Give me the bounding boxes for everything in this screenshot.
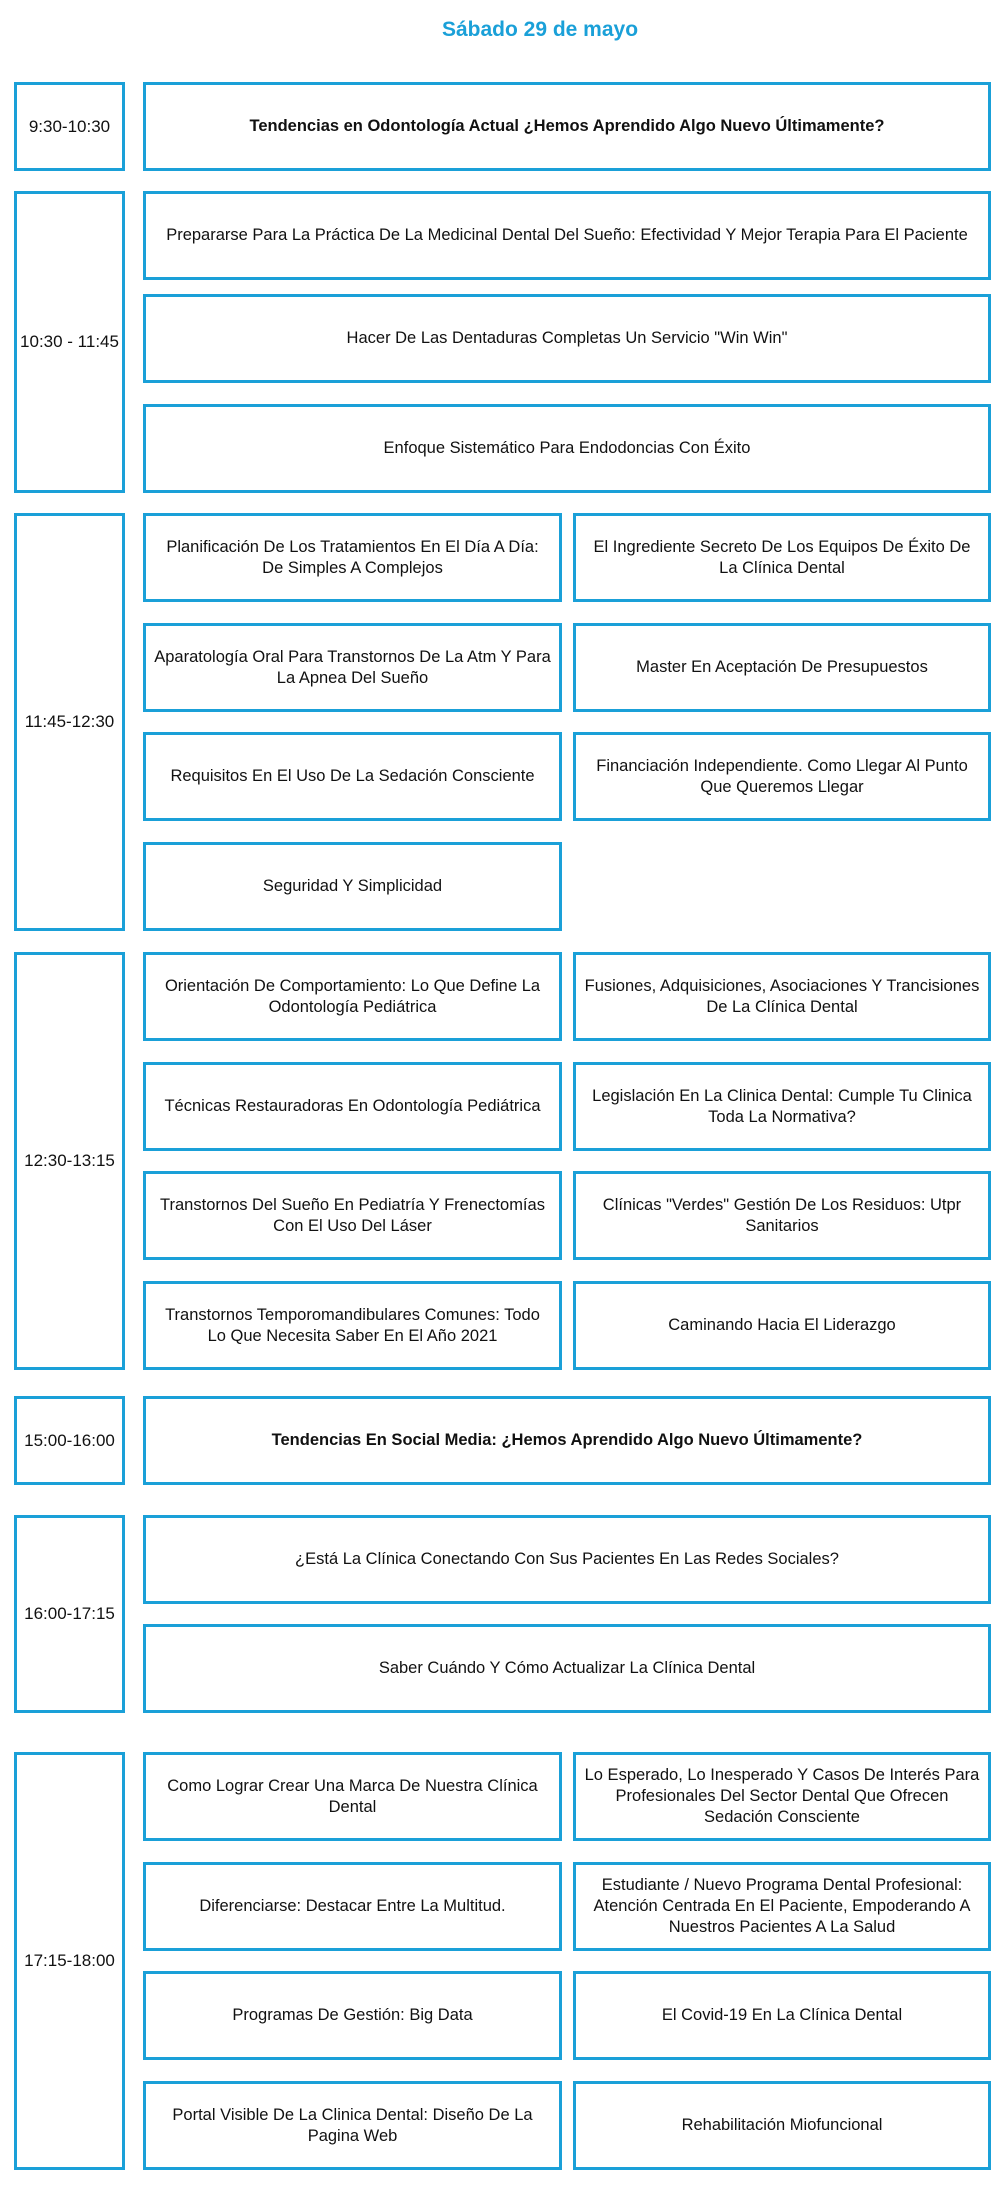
- slot-time: 12:30-13:15: [14, 952, 125, 1370]
- session-card[interactable]: Transtornos Temporomandibulares Comunes: Todo Lo Que Necesita Saber En El Año 2021: [143, 1281, 562, 1370]
- session-card[interactable]: Fusiones, Adquisiciones, Asociaciones Y Trancisiones De La Clínica Dental: [573, 952, 991, 1041]
- session-card[interactable]: Programas De Gestión: Big Data: [143, 1971, 562, 2060]
- session-card[interactable]: Clínicas "Verdes" Gestión De Los Residuos: Utpr Sanitarios: [573, 1171, 991, 1260]
- schedule-slot: [14, 1752, 990, 2170]
- schedule-slot: [14, 191, 990, 493]
- session-card[interactable]: El Ingrediente Secreto De Los Equipos De Éxito De La Clínica Dental: [573, 513, 991, 602]
- session-card[interactable]: Orientación De Comportamiento: Lo Que Define La Odontología Pediátrica: [143, 952, 562, 1041]
- schedule-slot: [14, 82, 990, 171]
- slot-time: 11:45-12:30: [14, 513, 125, 931]
- session-card[interactable]: Master En Aceptación De Presupuestos: [573, 623, 991, 712]
- session-card[interactable]: Legislación En La Clinica Dental: Cumple Tu Clinica Toda La Normativa?: [573, 1062, 991, 1151]
- session-card[interactable]: Aparatología Oral Para Transtornos De La Atm Y Para La Apnea Del Sueño: [143, 623, 562, 712]
- session-card[interactable]: Diferenciarse: Destacar Entre La Multitud.: [143, 1862, 562, 1951]
- slot-time: 16:00-17:15: [14, 1515, 125, 1713]
- session-card[interactable]: Prepararse Para La Práctica De La Medicinal Dental Del Sueño: Efectividad Y Mejor Terapia Para El Paciente: [143, 191, 991, 280]
- session-card[interactable]: Técnicas Restauradoras En Odontología Pediátrica: [143, 1062, 562, 1151]
- slot-time: 9:30-10:30: [14, 82, 125, 171]
- session-card[interactable]: Rehabilitación Miofuncional: [573, 2081, 991, 2170]
- session-card[interactable]: ¿Está La Clínica Conectando Con Sus Pacientes En Las Redes Sociales?: [143, 1515, 991, 1604]
- session-card[interactable]: Saber Cuándo Y Cómo Actualizar La Clínica Dental: [143, 1624, 991, 1713]
- session-card[interactable]: Estudiante / Nuevo Programa Dental Profesional: Atención Centrada En El Paciente, Empoderando A Nuestros Pacientes A La Salud: [573, 1862, 991, 1951]
- session-card[interactable]: Enfoque Sistemático Para Endodoncias Con Éxito: [143, 404, 991, 493]
- session-card[interactable]: Transtornos Del Sueño En Pediatría Y Frenectomías Con El Uso Del Láser: [143, 1171, 562, 1260]
- session-card[interactable]: Caminando Hacia El Liderazgo: [573, 1281, 991, 1370]
- schedule-slot: [14, 952, 990, 1370]
- session-card[interactable]: Hacer De Las Dentaduras Completas Un Servicio "Win Win": [143, 294, 991, 383]
- slot-time: 17:15-18:00: [14, 1752, 125, 2170]
- session-card[interactable]: Requisitos En El Uso De La Sedación Consciente: [143, 732, 562, 821]
- slot-time: 10:30 - 11:45: [14, 191, 125, 493]
- schedule-slot: [14, 513, 990, 931]
- session-card[interactable]: Portal Visible De La Clinica Dental: Diseño De La Pagina Web: [143, 2081, 562, 2170]
- session-card[interactable]: Tendencias En Social Media: ¿Hemos Aprendido Algo Nuevo Últimamente?: [143, 1396, 991, 1485]
- session-card[interactable]: Lo Esperado, Lo Inesperado Y Casos De Interés Para Profesionales Del Sector Dental Que Ofrecen Sedación Consciente: [573, 1752, 991, 1841]
- session-card[interactable]: Seguridad Y Simplicidad: [143, 842, 562, 931]
- session-card[interactable]: El Covid-19 En La Clínica Dental: [573, 1971, 991, 2060]
- schedule-slot: [14, 1396, 990, 1485]
- slot-time: 15:00-16:00: [14, 1396, 125, 1485]
- session-card[interactable]: Tendencias en Odontología Actual ¿Hemos Aprendido Algo Nuevo Últimamente?: [143, 82, 991, 171]
- session-card[interactable]: Planificación De Los Tratamientos En El Día A Día: De Simples A Complejos: [143, 513, 562, 602]
- session-card[interactable]: Financiación Independiente. Como Llegar Al Punto Que Queremos Llegar: [573, 732, 991, 821]
- schedule-slot: [14, 1515, 990, 1713]
- page-title: Sábado 29 de mayo: [441, 18, 639, 41]
- session-card[interactable]: Como Lograr Crear Una Marca De Nuestra Clínica Dental: [143, 1752, 562, 1841]
